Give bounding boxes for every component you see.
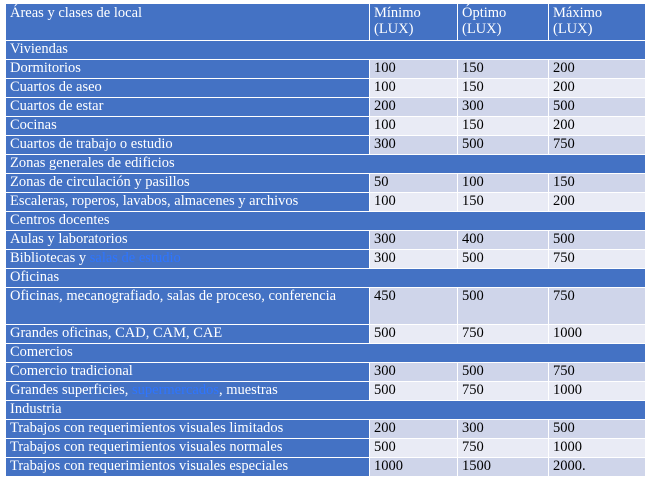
min-value: 200	[370, 420, 458, 439]
area-name: Dormitorios	[6, 60, 370, 79]
opt-value: 500	[458, 363, 549, 382]
section-title: Zonas generales de edificios	[6, 155, 646, 174]
table-row	[6, 458, 646, 477]
table-row	[6, 193, 646, 212]
table-row	[6, 420, 646, 439]
max-value: 200	[549, 79, 646, 98]
min-value: 300	[370, 136, 458, 155]
opt-value: 150	[458, 60, 549, 79]
area-name-text-suffix: , muestras	[218, 382, 278, 398]
max-value: 500	[549, 420, 646, 439]
min-value: 100	[370, 193, 458, 212]
area-name: Comercio tradicional	[6, 363, 370, 382]
opt-value: 500	[458, 250, 549, 269]
section-title: Viviendas	[6, 41, 646, 60]
section-row-centros-docentes	[6, 212, 646, 231]
area-name	[6, 250, 370, 269]
supermercados-link[interactable]: supermercados	[132, 382, 219, 398]
max-value: 750	[549, 136, 646, 155]
min-value: 500	[370, 325, 458, 344]
section-title: Industria	[6, 401, 646, 420]
max-value: 750	[549, 250, 646, 269]
area-name: Aulas y laboratorios	[6, 231, 370, 250]
max-value: 1000	[549, 382, 646, 401]
max-value: 200	[549, 117, 646, 136]
opt-value: 750	[458, 439, 549, 458]
table-row	[6, 117, 646, 136]
min-value: 100	[370, 117, 458, 136]
min-value: 100	[370, 79, 458, 98]
max-value: 750	[549, 288, 646, 325]
opt-value: 150	[458, 193, 549, 212]
max-value: 1000	[549, 325, 646, 344]
header-opt: Óptimo (LUX)	[458, 4, 549, 41]
lux-table-container	[5, 3, 645, 477]
area-name: Cuartos de aseo	[6, 79, 370, 98]
min-value: 300	[370, 250, 458, 269]
max-value: 200	[549, 60, 646, 79]
area-name: Zonas de circulación y pasillos	[6, 174, 370, 193]
section-row-oficinas	[6, 269, 646, 288]
opt-value: 750	[458, 382, 549, 401]
max-value: 150	[549, 174, 646, 193]
header-row	[6, 4, 646, 41]
table-row	[6, 325, 646, 344]
section-row-comercios	[6, 344, 646, 363]
area-name-text: Grandes superficies,	[10, 382, 132, 398]
max-value: 2000.	[549, 458, 646, 477]
opt-value: 100	[458, 174, 549, 193]
table-row	[6, 136, 646, 155]
area-name: Oficinas, mecanografiado, salas de proceso, conferencia	[6, 288, 370, 325]
area-name: Escaleras, roperos, lavabos, almacenes y archivos	[6, 193, 370, 212]
min-value: 1000	[370, 458, 458, 477]
area-name: Trabajos con requerimientos visuales especiales	[6, 458, 370, 477]
header-area: Áreas y clases de local	[6, 4, 370, 41]
opt-value: 150	[458, 117, 549, 136]
section-row-viviendas	[6, 41, 646, 60]
opt-value: 750	[458, 325, 549, 344]
section-row-industria	[6, 401, 646, 420]
table-row	[6, 231, 646, 250]
salas-de-estudio-link[interactable]: salas de estudio	[89, 250, 181, 266]
section-title: Centros docentes	[6, 212, 646, 231]
area-name: Trabajos con requerimientos visuales normales	[6, 439, 370, 458]
section-title: Comercios	[6, 344, 646, 363]
area-name-text: Bibliotecas y	[10, 250, 90, 266]
opt-value: 400	[458, 231, 549, 250]
table-row	[6, 288, 646, 325]
opt-value: 500	[458, 288, 549, 325]
table-row	[6, 79, 646, 98]
min-value: 300	[370, 231, 458, 250]
opt-value: 1500	[458, 458, 549, 477]
min-value: 500	[370, 382, 458, 401]
max-value: 500	[549, 231, 646, 250]
area-name: Trabajos con requerimientos visuales limitados	[6, 420, 370, 439]
table-row	[6, 382, 646, 401]
opt-value: 500	[458, 136, 549, 155]
area-name: Grandes oficinas, CAD, CAM, CAE	[6, 325, 370, 344]
table-row	[6, 174, 646, 193]
min-value: 200	[370, 98, 458, 117]
area-name: Cuartos de trabajo o estudio	[6, 136, 370, 155]
table-row	[6, 363, 646, 382]
min-value: 450	[370, 288, 458, 325]
min-value: 500	[370, 439, 458, 458]
section-title: Oficinas	[6, 269, 646, 288]
min-value: 300	[370, 363, 458, 382]
opt-value: 300	[458, 98, 549, 117]
max-value: 750	[549, 363, 646, 382]
lux-table	[5, 3, 646, 477]
table-row	[6, 250, 646, 269]
min-value: 50	[370, 174, 458, 193]
min-value: 100	[370, 60, 458, 79]
area-name	[6, 382, 370, 401]
max-value: 200	[549, 193, 646, 212]
table-row	[6, 60, 646, 79]
opt-value: 150	[458, 79, 549, 98]
table-row	[6, 439, 646, 458]
max-value: 1000	[549, 439, 646, 458]
max-value: 500	[549, 98, 646, 117]
area-name: Cuartos de estar	[6, 98, 370, 117]
header-min: Mínimo (LUX)	[370, 4, 458, 41]
table-row	[6, 98, 646, 117]
header-max: Máximo (LUX)	[549, 4, 646, 41]
opt-value: 300	[458, 420, 549, 439]
section-row-zonas-generales	[6, 155, 646, 174]
area-name: Cocinas	[6, 117, 370, 136]
